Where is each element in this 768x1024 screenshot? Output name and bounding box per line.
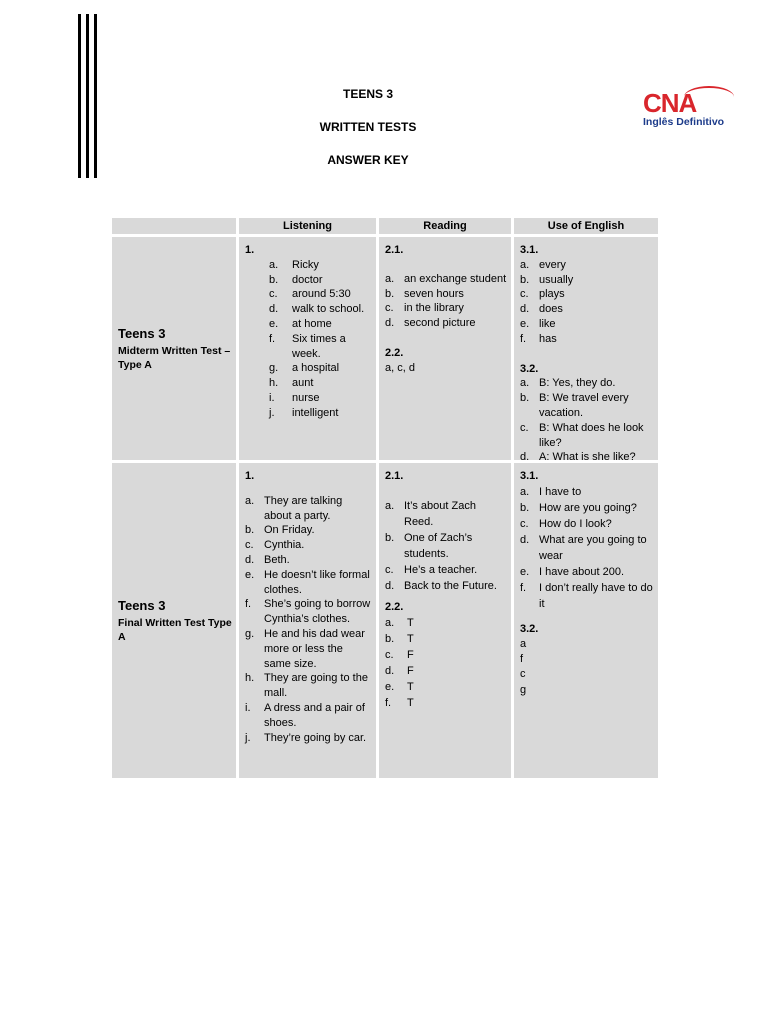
logo-brand: CNA <box>643 88 697 118</box>
list-item <box>520 332 654 347</box>
item-value: plays <box>539 288 565 301</box>
item-value: Back to the Future. <box>404 579 497 592</box>
row-title: Teens 3 <box>118 325 166 341</box>
list-item <box>269 361 372 376</box>
item-key: j. <box>269 406 275 419</box>
item-key: i. <box>269 391 275 404</box>
section-heading: 2.2. <box>385 346 404 359</box>
list-item <box>385 301 507 316</box>
item-key: d. <box>385 317 395 330</box>
item-key: a. <box>520 485 530 498</box>
item-value: around 5:30 <box>292 288 351 301</box>
list-item: c <box>520 668 526 681</box>
item-value: She’s going to borrow Cynthia’s clothes. <box>264 598 371 626</box>
item-key: i. <box>245 701 251 714</box>
row-header-midterm <box>112 237 236 460</box>
list-item <box>385 530 507 562</box>
item-key: c. <box>520 421 529 434</box>
list-item <box>245 731 372 746</box>
section-heading: 2.2. <box>385 600 404 613</box>
bar-3 <box>94 14 97 178</box>
item-value: A dress and a pair of shoes. <box>264 701 365 729</box>
list-item <box>520 302 654 317</box>
item-key: b. <box>385 287 395 300</box>
section-heading: 1. <box>245 470 255 482</box>
item-key: b. <box>520 273 530 286</box>
item-key: b. <box>245 524 255 537</box>
item-value: aunt <box>292 377 314 390</box>
item-value: I have about 200. <box>539 565 625 578</box>
col-header-reading: Reading <box>379 218 511 234</box>
item-key: b. <box>385 531 395 544</box>
item-value: Six times a week. <box>292 332 346 360</box>
header-line-3: ANSWER KEY <box>327 153 409 167</box>
item-key: a. <box>520 258 530 271</box>
final-reading-cell <box>379 463 511 778</box>
list-item <box>269 258 372 273</box>
item-value: What are you going to wear <box>539 533 647 562</box>
list-item <box>245 701 372 731</box>
item-value: He and his dad wear more or less the same size. <box>264 627 365 670</box>
list-item <box>269 273 372 288</box>
item-value: They are going to the mall. <box>264 672 368 700</box>
list-item <box>245 553 372 568</box>
list-item <box>520 421 654 451</box>
item-value: Ricky <box>292 258 319 271</box>
item-value: Beth. <box>264 553 290 566</box>
row-subtitle: Final Written Test Type A <box>118 616 232 643</box>
item-key: f. <box>269 332 276 345</box>
item-key: a. <box>385 499 395 512</box>
list-item <box>385 647 507 663</box>
item-value: in the library <box>404 302 464 315</box>
item-value: doctor <box>292 273 323 286</box>
section-heading: 2.1. <box>385 470 404 482</box>
list-item <box>245 494 372 524</box>
item-key: g. <box>245 627 255 640</box>
header-line-1: TEENS 3 <box>342 87 393 101</box>
item-value: like <box>539 317 556 330</box>
item-value: T <box>407 632 414 645</box>
item-key: e. <box>245 568 255 581</box>
list-item <box>269 317 372 332</box>
item-value: at home <box>292 317 332 330</box>
item-key: d. <box>520 533 530 546</box>
item-value: every <box>539 258 566 271</box>
row-title: Teens 3 <box>118 597 166 613</box>
item-value: He’s a teacher. <box>404 563 478 576</box>
list-item <box>520 532 654 564</box>
row-header-final <box>112 463 236 778</box>
midterm-listening-cell <box>239 237 376 460</box>
list-item <box>520 564 654 580</box>
list-item <box>385 578 507 594</box>
item-key: b. <box>520 501 530 514</box>
item-value: They’re going by car. <box>264 731 367 744</box>
list-item <box>520 258 654 273</box>
item-key: d. <box>269 303 279 316</box>
item-value: Cynthia. <box>264 539 305 552</box>
col-header-listening: Listening <box>239 218 376 234</box>
item-value: F <box>407 648 414 661</box>
item-value: an exchange student <box>404 272 507 285</box>
item-key: f. <box>520 581 527 594</box>
item-value: It’s about Zach Reed. <box>404 499 476 528</box>
list-item <box>245 671 372 701</box>
item-value: nurse <box>292 391 320 404</box>
list-item <box>385 695 507 711</box>
item-key: a. <box>385 616 395 629</box>
bar-2 <box>86 14 89 178</box>
list-item <box>269 302 372 317</box>
brand-logo <box>640 88 740 132</box>
item-value: How are you going? <box>539 501 637 514</box>
item-key: c. <box>385 563 394 576</box>
list-item <box>385 631 507 647</box>
list-item <box>245 568 372 598</box>
midterm-use-cell <box>514 237 658 464</box>
item-value: T <box>407 616 414 629</box>
list-item <box>520 516 654 532</box>
item-key: h. <box>269 377 279 390</box>
item-value: B: Yes, they do. <box>539 377 616 390</box>
list-item <box>520 376 654 391</box>
item-key: a. <box>520 377 530 390</box>
item-key: d. <box>245 553 255 566</box>
list-item: f <box>520 653 524 665</box>
item-value: T <box>407 696 414 709</box>
header-line-2: WRITTEN TESTS <box>319 120 417 134</box>
bar-1 <box>78 14 81 178</box>
item-key: b. <box>385 632 395 645</box>
item-key: d. <box>385 579 395 592</box>
item-key: c. <box>245 539 254 552</box>
item-value: He doesn’t like formal clothes. <box>264 568 370 596</box>
item-value: One of Zach’s students. <box>404 531 473 560</box>
list-item <box>269 406 372 421</box>
list-item <box>520 317 654 332</box>
item-value: How do I look? <box>539 517 612 530</box>
item-key: g. <box>269 362 279 375</box>
list-item <box>269 287 372 302</box>
row-subtitle: Midterm Written Test – Type A <box>118 344 231 371</box>
item-key: d. <box>520 451 530 464</box>
list-item <box>269 332 372 362</box>
list-item <box>520 273 654 288</box>
item-key: a. <box>385 272 395 285</box>
item-key: e. <box>520 565 530 578</box>
item-value: walk to school. <box>292 303 365 316</box>
list-item <box>385 615 507 631</box>
list-item <box>385 498 507 530</box>
list-item <box>385 272 507 287</box>
section-heading: 3.1. <box>520 470 539 482</box>
item-key: e. <box>269 317 279 330</box>
list-item <box>245 538 372 553</box>
item-value: has <box>539 332 557 345</box>
item-key: c. <box>269 288 278 301</box>
midterm-reading-cell <box>379 237 511 460</box>
list-item <box>385 316 507 331</box>
item-value: usually <box>539 273 574 286</box>
item-value: They are talking about a party. <box>264 494 343 522</box>
col-header-use-of-english: Use of English <box>514 218 658 234</box>
list-item <box>269 376 372 391</box>
list-item <box>269 391 372 406</box>
list-item <box>385 663 507 679</box>
logo-tagline: Inglês Definitivo <box>643 116 725 128</box>
item-key: h. <box>245 672 255 685</box>
item-key: e. <box>520 317 530 330</box>
item-value: I have to <box>539 485 582 498</box>
list-item <box>245 597 372 627</box>
section-heading: 3.1. <box>520 244 539 256</box>
section-heading: 2.1. <box>385 244 404 256</box>
item-value: a hospital <box>292 362 340 375</box>
item-value: does <box>539 303 563 316</box>
section-heading: 3.2. <box>520 622 539 635</box>
decorative-bars <box>78 14 98 178</box>
list-item <box>520 580 654 612</box>
item-key: f. <box>520 332 527 345</box>
item-key: c. <box>520 288 529 301</box>
list-item: a <box>520 637 527 650</box>
item-key: f. <box>245 598 252 611</box>
list-item <box>245 627 372 671</box>
list-item <box>520 287 654 302</box>
item-key: a. <box>245 494 255 507</box>
item-key: d. <box>520 303 530 316</box>
list-item <box>385 679 507 695</box>
list-item <box>385 287 507 302</box>
list-item <box>520 500 654 516</box>
item-key: c. <box>520 517 529 530</box>
list-item: g <box>520 683 527 696</box>
final-listening-cell <box>239 463 376 778</box>
item-value: T <box>407 680 414 693</box>
item-value: On Friday. <box>264 524 315 537</box>
item-value: B: We travel every vacation. <box>539 392 629 419</box>
item-key: b. <box>269 273 279 286</box>
item-key: f. <box>385 696 392 709</box>
section-heading: 1. <box>245 244 255 256</box>
list-item <box>520 484 654 500</box>
item-key: c. <box>385 302 394 315</box>
item-key: a. <box>269 258 279 271</box>
final-use-cell <box>514 463 658 778</box>
table-corner <box>112 218 236 234</box>
list-item <box>385 562 507 578</box>
item-key: d. <box>385 664 395 677</box>
item-value: B: What does he look like? <box>539 421 644 449</box>
section-heading: 3.2. <box>520 362 539 375</box>
item-key: b. <box>520 392 530 405</box>
item-key: j. <box>245 731 251 744</box>
item-key: c. <box>385 648 394 661</box>
list-item <box>520 391 654 421</box>
item-value: second picture <box>404 317 476 330</box>
item-value: intelligent <box>292 406 339 419</box>
item-value: A: What is she like? <box>539 451 636 464</box>
answer-text: a, c, d <box>385 361 415 374</box>
item-value: F <box>407 664 414 677</box>
item-value: seven hours <box>404 287 464 300</box>
list-item <box>245 523 372 538</box>
item-key: e. <box>385 680 395 693</box>
item-value: I don’t really have to do it <box>539 581 653 610</box>
